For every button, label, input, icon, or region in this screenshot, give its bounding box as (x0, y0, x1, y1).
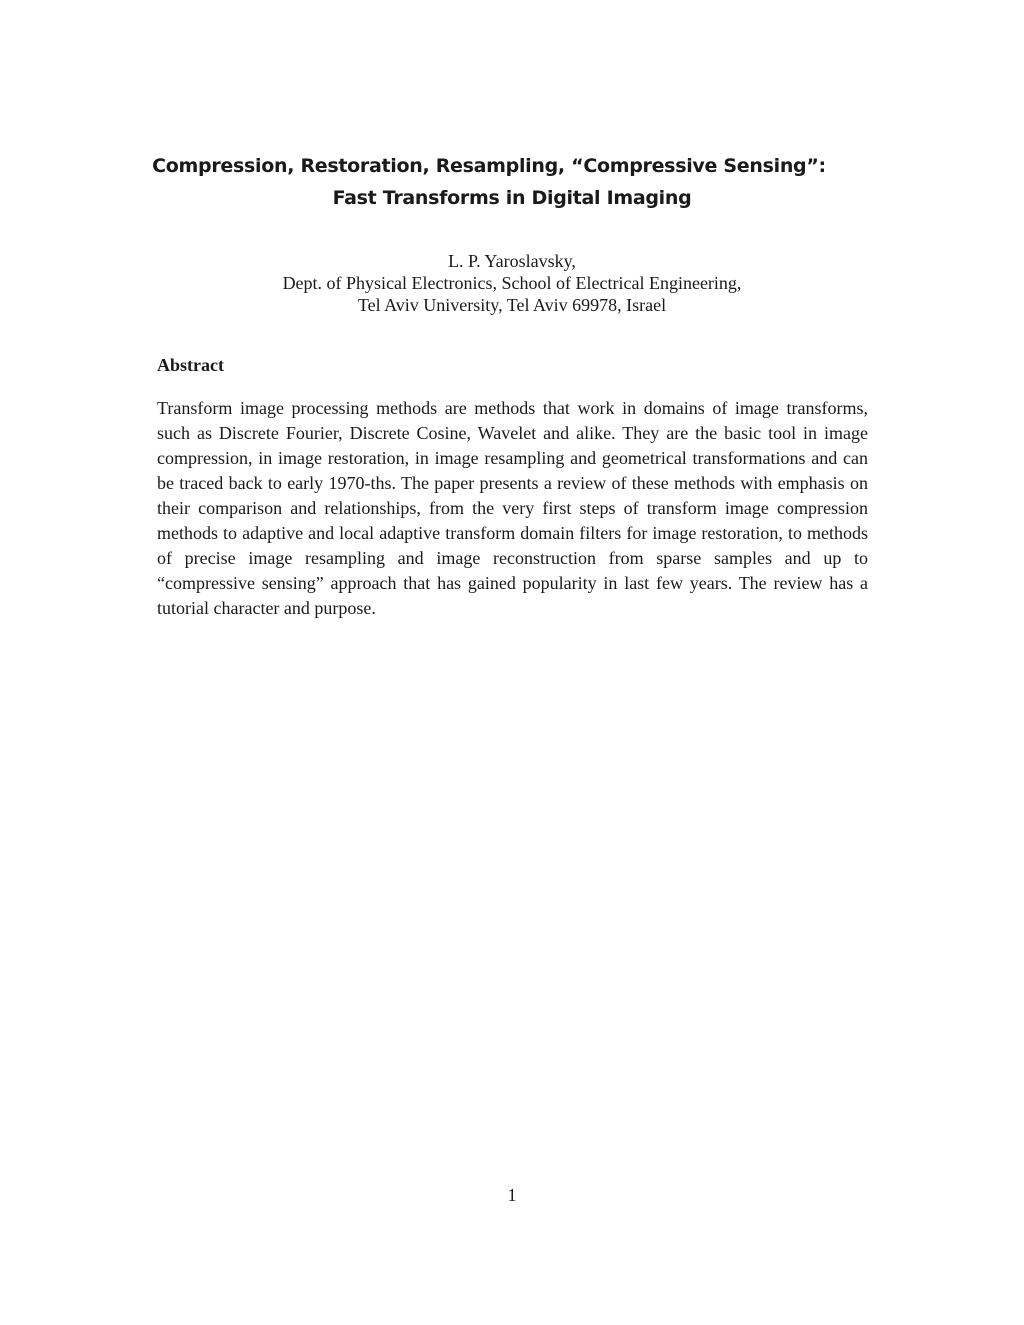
author-name: L. P. Yaroslavsky, (448, 251, 576, 271)
affiliation-line-1: Dept. of Physical Electronics, School of Electrical Engineering, (282, 273, 742, 293)
title-line-1: Compression, Restoration, Resampling, “Compressive Sensing”: (152, 155, 826, 177)
author-block (0, 250, 1024, 316)
page-number: 1 (507, 1185, 517, 1205)
abstract-heading: Abstract (157, 355, 224, 375)
title-line-2: Fast Transforms in Digital Imaging (332, 187, 692, 209)
abstract-body: Transform image processing methods are methods that work in domains of image transforms, such as Discrete Fourier, Discrete Cosine, Wavelet and alike. They are the basic tool in image compression, in image restoration, in image resampling and geometrical transformations and can be traced back to early 1970-ths. The paper presents a review of these methods with emphasis on their comparison and relationships, from the very first steps of transform image compression methods to adaptive and local adaptive transform domain filters for image restoration, to methods of precise image resampling and image reconstruction from sparse samples and up to “compressive sensing” approach that has gained popularity in last few years. The review has a tutorial character and purpose. (157, 398, 868, 618)
affiliation-line-2: Tel Aviv University, Tel Aviv 69978, Israel (357, 295, 667, 315)
paper-title (0, 150, 1024, 214)
